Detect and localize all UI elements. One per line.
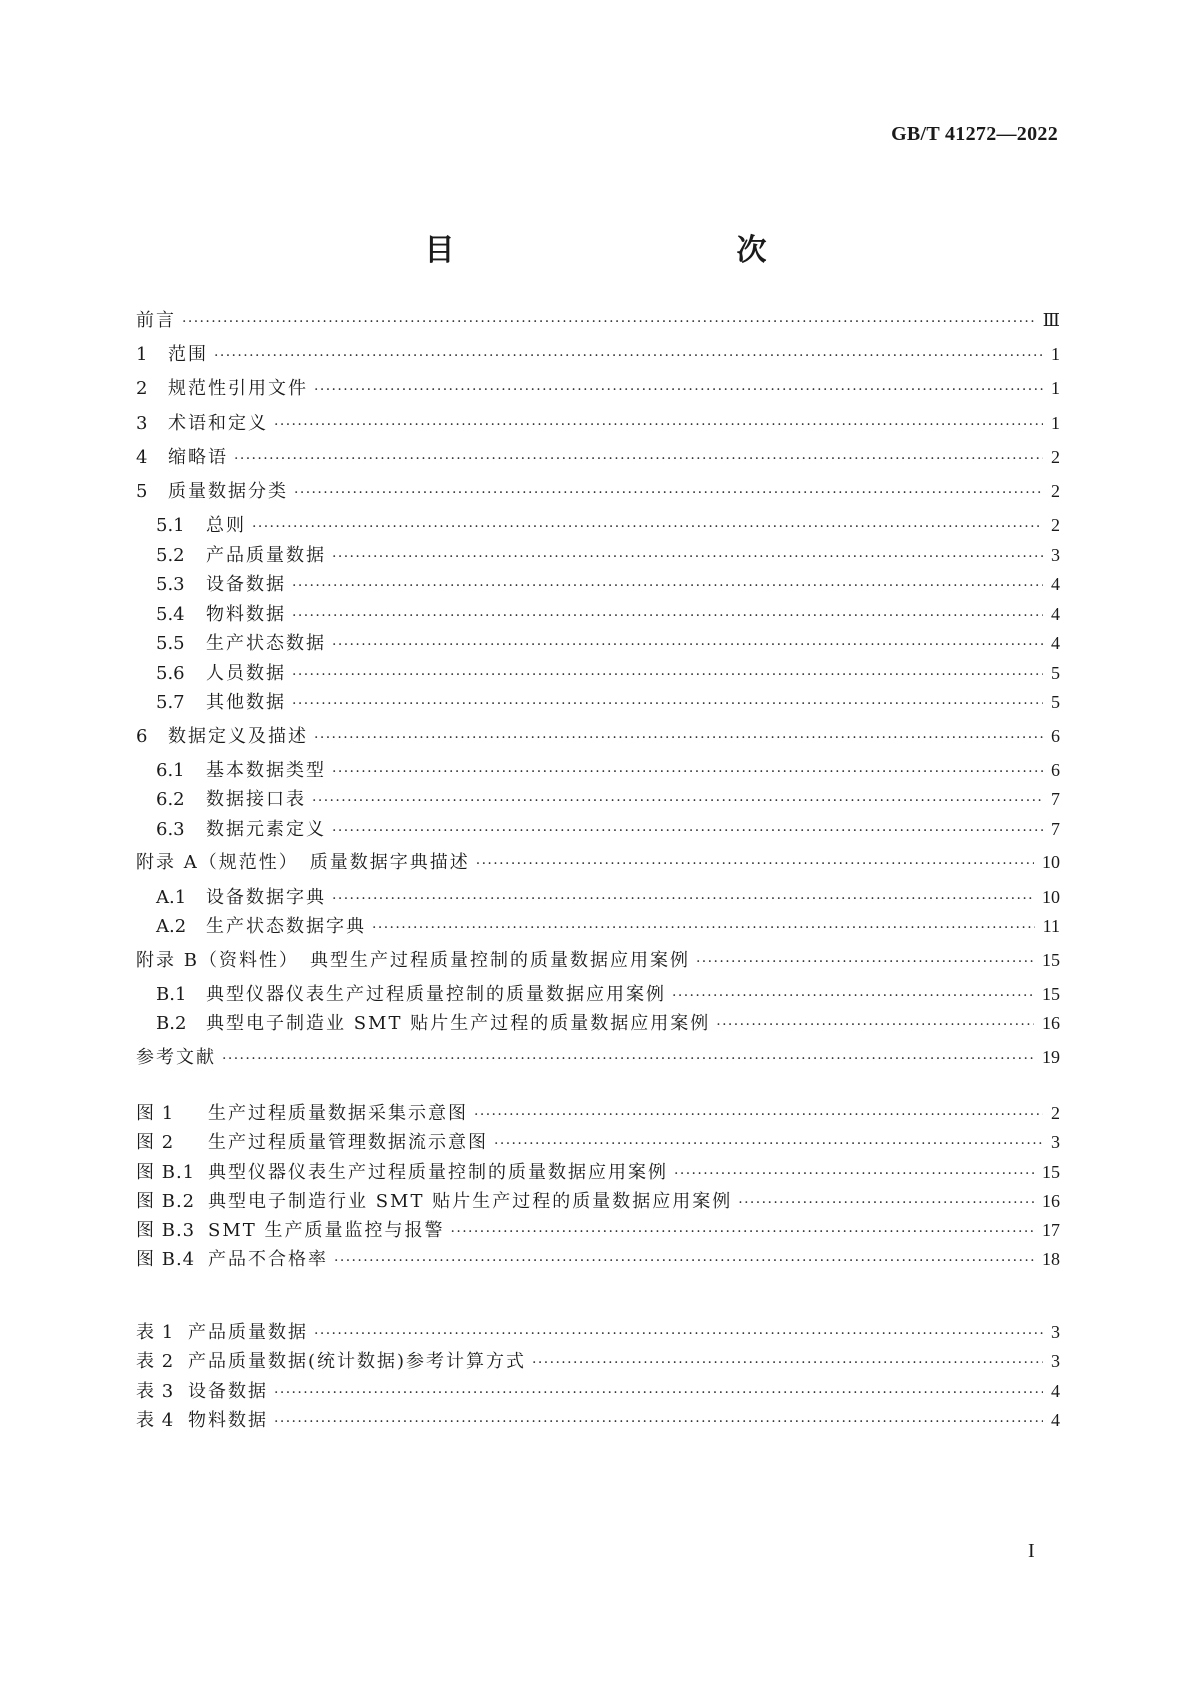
toc-entry-page: 2: [1051, 1103, 1060, 1123]
toc-entry[interactable]: [136, 1130, 1060, 1154]
toc-entry[interactable]: [136, 1320, 1060, 1344]
toc-entry-title: 典型仪器仪表生产过程质量控制的质量数据应用案例: [206, 984, 666, 1005]
toc-entry[interactable]: [136, 445, 1060, 469]
dot-leader: [314, 378, 1043, 402]
dot-leader: [716, 1013, 1034, 1037]
toc-entry-number: 1: [136, 344, 148, 365]
toc-entry-number: 图 B.3: [136, 1220, 196, 1241]
toc-entry-page: 4: [1051, 604, 1060, 624]
toc-entry-title: 产品质量数据(统计数据)参考计算方式: [188, 1351, 527, 1372]
toc-entry-page: 10: [1042, 852, 1060, 872]
dot-leader: [334, 1249, 1034, 1273]
toc-entry-number: 6: [136, 726, 148, 747]
toc-entry-number: 5.6: [156, 663, 185, 684]
toc-entry-title: 前言: [136, 310, 176, 331]
dot-leader: [252, 515, 1043, 539]
toc-entry-title: 典型电子制造行业 SMT 贴片生产过程的质量数据应用案例: [208, 1191, 733, 1212]
toc-entry-number: B.1: [156, 984, 187, 1005]
toc-entry-title: 附录 B（资料性） 典型生产过程质量控制的质量数据应用案例: [136, 950, 690, 971]
toc-entry[interactable]: [156, 602, 1060, 626]
toc-entry-title: 缩略语: [168, 447, 228, 468]
toc-entry-number: 2: [136, 378, 148, 399]
toc-entry-number: A.2: [156, 916, 187, 937]
dot-leader: [532, 1351, 1043, 1375]
dot-leader: [476, 852, 1034, 876]
toc-entry-page: 2: [1051, 447, 1060, 467]
toc-entry-page: 2: [1051, 515, 1060, 535]
toc-entry-page: 1: [1051, 344, 1060, 364]
toc-entry-page: 17: [1042, 1220, 1060, 1240]
toc-entry-page: 15: [1042, 984, 1060, 1004]
toc-entry-number: 5.1: [156, 515, 185, 536]
toc-entry-title: 人员数据: [206, 663, 286, 684]
dot-leader: [312, 789, 1043, 813]
toc-entry-page: 15: [1042, 1162, 1060, 1182]
toc-entry-title: 设备数据: [206, 574, 286, 595]
toc-entry-number: 3: [136, 413, 148, 434]
toc-entry-title: SMT 生产质量监控与报警: [208, 1220, 445, 1241]
standard-number: GB/T 41272—2022: [891, 123, 1058, 145]
toc-entry-page: 18: [1042, 1249, 1060, 1269]
toc-entry-title: 附录 A（规范性） 质量数据字典描述: [136, 852, 470, 873]
toc-entry[interactable]: [156, 572, 1060, 596]
toc-entry-title: 其他数据: [206, 692, 286, 713]
toc-entry[interactable]: [136, 1101, 1060, 1125]
toc-entry-title: 产品不合格率: [208, 1249, 328, 1270]
toc-entry-number: B.2: [156, 1013, 187, 1034]
toc-entry-page: 6: [1051, 760, 1060, 780]
toc-entry-page: 7: [1051, 789, 1060, 809]
toc-entry-number: 图 B.2: [136, 1191, 196, 1212]
toc-entry-number: 5.4: [156, 604, 185, 625]
toc-entry-page: 16: [1042, 1013, 1060, 1033]
toc-entry[interactable]: [136, 1045, 1060, 1069]
toc-entry-number: 表 2: [136, 1351, 175, 1372]
toc-entry-title: 术语和定义: [168, 413, 268, 434]
dot-leader: [292, 574, 1043, 598]
toc-entry-title: 质量数据分类: [168, 481, 288, 502]
toc-entry-page: 5: [1051, 663, 1060, 683]
toc-entry-page: 3: [1051, 1132, 1060, 1152]
toc-entry-number: 6.1: [156, 760, 185, 781]
toc-entry[interactable]: [136, 411, 1060, 435]
toc-entry-title: 数据定义及描述: [168, 726, 308, 747]
toc-entry-number: 表 1: [136, 1322, 175, 1343]
toc-entry[interactable]: [156, 1011, 1060, 1035]
toc-entry-page: 3: [1051, 1351, 1060, 1371]
toc-entry[interactable]: [136, 1218, 1060, 1242]
toc-entry-page: 4: [1051, 633, 1060, 653]
toc-entry-number: 5.5: [156, 633, 185, 654]
dot-leader: [222, 1047, 1034, 1071]
dot-leader: [332, 819, 1043, 843]
toc-entry-page: 4: [1051, 1381, 1060, 1401]
toc-entry[interactable]: [136, 308, 1060, 332]
toc-entry-title: 范围: [168, 344, 208, 365]
toc-entry-number: 5.7: [156, 692, 185, 713]
dot-leader: [451, 1220, 1035, 1244]
toc-entry-title: 生产过程质量管理数据流示意图: [208, 1132, 488, 1153]
toc-entry-number: 6.2: [156, 789, 185, 810]
toc-entry-page: 5: [1051, 692, 1060, 712]
toc-entry-title: 典型仪器仪表生产过程质量控制的质量数据应用案例: [208, 1162, 668, 1183]
toc-entry[interactable]: [156, 513, 1060, 537]
dot-leader: [332, 545, 1043, 569]
toc-entry-page: 3: [1051, 1322, 1060, 1342]
toc-entry-title: 设备数据: [188, 1381, 268, 1402]
toc-entry-title: 参考文献: [136, 1047, 216, 1068]
toc-entry-page: 16: [1042, 1191, 1060, 1211]
toc-entry-page: 15: [1042, 950, 1060, 970]
dot-leader: [332, 887, 1034, 911]
toc-entry-page: 10: [1042, 887, 1060, 907]
toc-entry[interactable]: [136, 1349, 1060, 1373]
dot-leader: [214, 344, 1043, 368]
toc-entry[interactable]: [136, 948, 1060, 972]
toc-entry[interactable]: [136, 342, 1060, 366]
dot-leader: [314, 1322, 1043, 1346]
toc-entry[interactable]: [156, 982, 1060, 1006]
toc-entry-number: 图 1: [136, 1103, 175, 1124]
toc-entry[interactable]: [156, 914, 1060, 938]
dot-leader: [332, 760, 1043, 784]
toc-entry-page: 11: [1042, 916, 1060, 936]
toc-entry-title: 物料数据: [188, 1410, 268, 1431]
dot-leader: [672, 984, 1034, 1008]
toc-entry-number: 表 4: [136, 1410, 175, 1431]
toc-entry[interactable]: [156, 631, 1060, 655]
dot-leader: [234, 447, 1043, 471]
dot-leader: [314, 726, 1043, 750]
toc-entry[interactable]: [136, 1379, 1060, 1403]
toc-entry[interactable]: [136, 1408, 1060, 1432]
toc-entry-title: 典型电子制造业 SMT 贴片生产过程的质量数据应用案例: [206, 1013, 711, 1034]
toc-entry-title: 基本数据类型: [206, 760, 326, 781]
toc-entry-page: 1: [1051, 413, 1060, 433]
toc-entry-number: 图 2: [136, 1132, 175, 1153]
toc-entry-title: 生产状态数据字典: [206, 916, 366, 937]
toc-entry-page: Ⅲ: [1042, 310, 1060, 330]
dot-leader: [332, 633, 1043, 657]
toc-entry[interactable]: [156, 690, 1060, 714]
toc-entry[interactable]: [156, 758, 1060, 782]
dot-leader: [292, 663, 1043, 687]
toc-entry-number: 5.2: [156, 545, 185, 566]
toc-entry-title: 规范性引用文件: [168, 378, 308, 399]
dot-leader: [292, 604, 1043, 628]
dot-leader: [696, 950, 1034, 974]
dot-leader: [182, 310, 1035, 334]
dot-leader: [474, 1103, 1043, 1127]
toc-entry-title: 数据元素定义: [206, 819, 326, 840]
toc-entry[interactable]: [156, 661, 1060, 685]
toc-entry[interactable]: [136, 1160, 1060, 1184]
toc-entry-title: 物料数据: [206, 604, 286, 625]
dot-leader: [738, 1191, 1034, 1215]
toc-entry-page: 3: [1051, 545, 1060, 565]
dot-leader: [274, 413, 1043, 437]
toc-entry-page: 1: [1051, 378, 1060, 398]
dot-leader: [494, 1132, 1043, 1156]
toc-entry[interactable]: [156, 543, 1060, 567]
toc-entry-title: 产品质量数据: [206, 545, 326, 566]
dot-leader: [674, 1162, 1034, 1186]
toc-entry[interactable]: [156, 885, 1060, 909]
toc-entry-page: 2: [1051, 481, 1060, 501]
toc-entry-title: 总则: [206, 515, 246, 536]
toc-entry-title: 数据接口表: [206, 789, 306, 810]
toc-entry-number: 5.3: [156, 574, 185, 595]
toc-entry-number: 图 B.1: [136, 1162, 196, 1183]
toc-entry-page: 6: [1051, 726, 1060, 746]
toc-entry-page: 4: [1051, 574, 1060, 594]
dot-leader: [294, 481, 1043, 505]
toc-entry[interactable]: [156, 817, 1060, 841]
dot-leader: [372, 916, 1035, 940]
page-title: 目 次: [424, 233, 841, 268]
toc-entry-title: 设备数据字典: [206, 887, 326, 908]
toc-entry-page: 19: [1042, 1047, 1060, 1067]
toc-entry[interactable]: [136, 376, 1060, 400]
toc-entry[interactable]: [136, 479, 1060, 503]
toc-entry-number: 6.3: [156, 819, 185, 840]
dot-leader: [274, 1410, 1043, 1434]
page-number: I: [1028, 1540, 1035, 1562]
toc-entry[interactable]: [156, 787, 1060, 811]
toc-entry-title: 产品质量数据: [188, 1322, 308, 1343]
toc-entry[interactable]: [136, 1247, 1060, 1271]
toc-entry-number: 表 3: [136, 1381, 175, 1402]
toc-entry[interactable]: [136, 1189, 1060, 1213]
dot-leader: [292, 692, 1043, 716]
toc-entry-number: 图 B.4: [136, 1249, 196, 1270]
toc-entry-number: A.1: [156, 887, 187, 908]
toc-entry-number: 5: [136, 481, 148, 502]
toc-entry-title: 生产过程质量数据采集示意图: [208, 1103, 468, 1124]
toc-entry-title: 生产状态数据: [206, 633, 326, 654]
dot-leader: [274, 1381, 1043, 1405]
toc-entry[interactable]: [136, 850, 1060, 874]
toc-entry-page: 7: [1051, 819, 1060, 839]
toc-entry[interactable]: [136, 724, 1060, 748]
toc-entry-page: 4: [1051, 1410, 1060, 1430]
toc-entry-number: 4: [136, 447, 148, 468]
